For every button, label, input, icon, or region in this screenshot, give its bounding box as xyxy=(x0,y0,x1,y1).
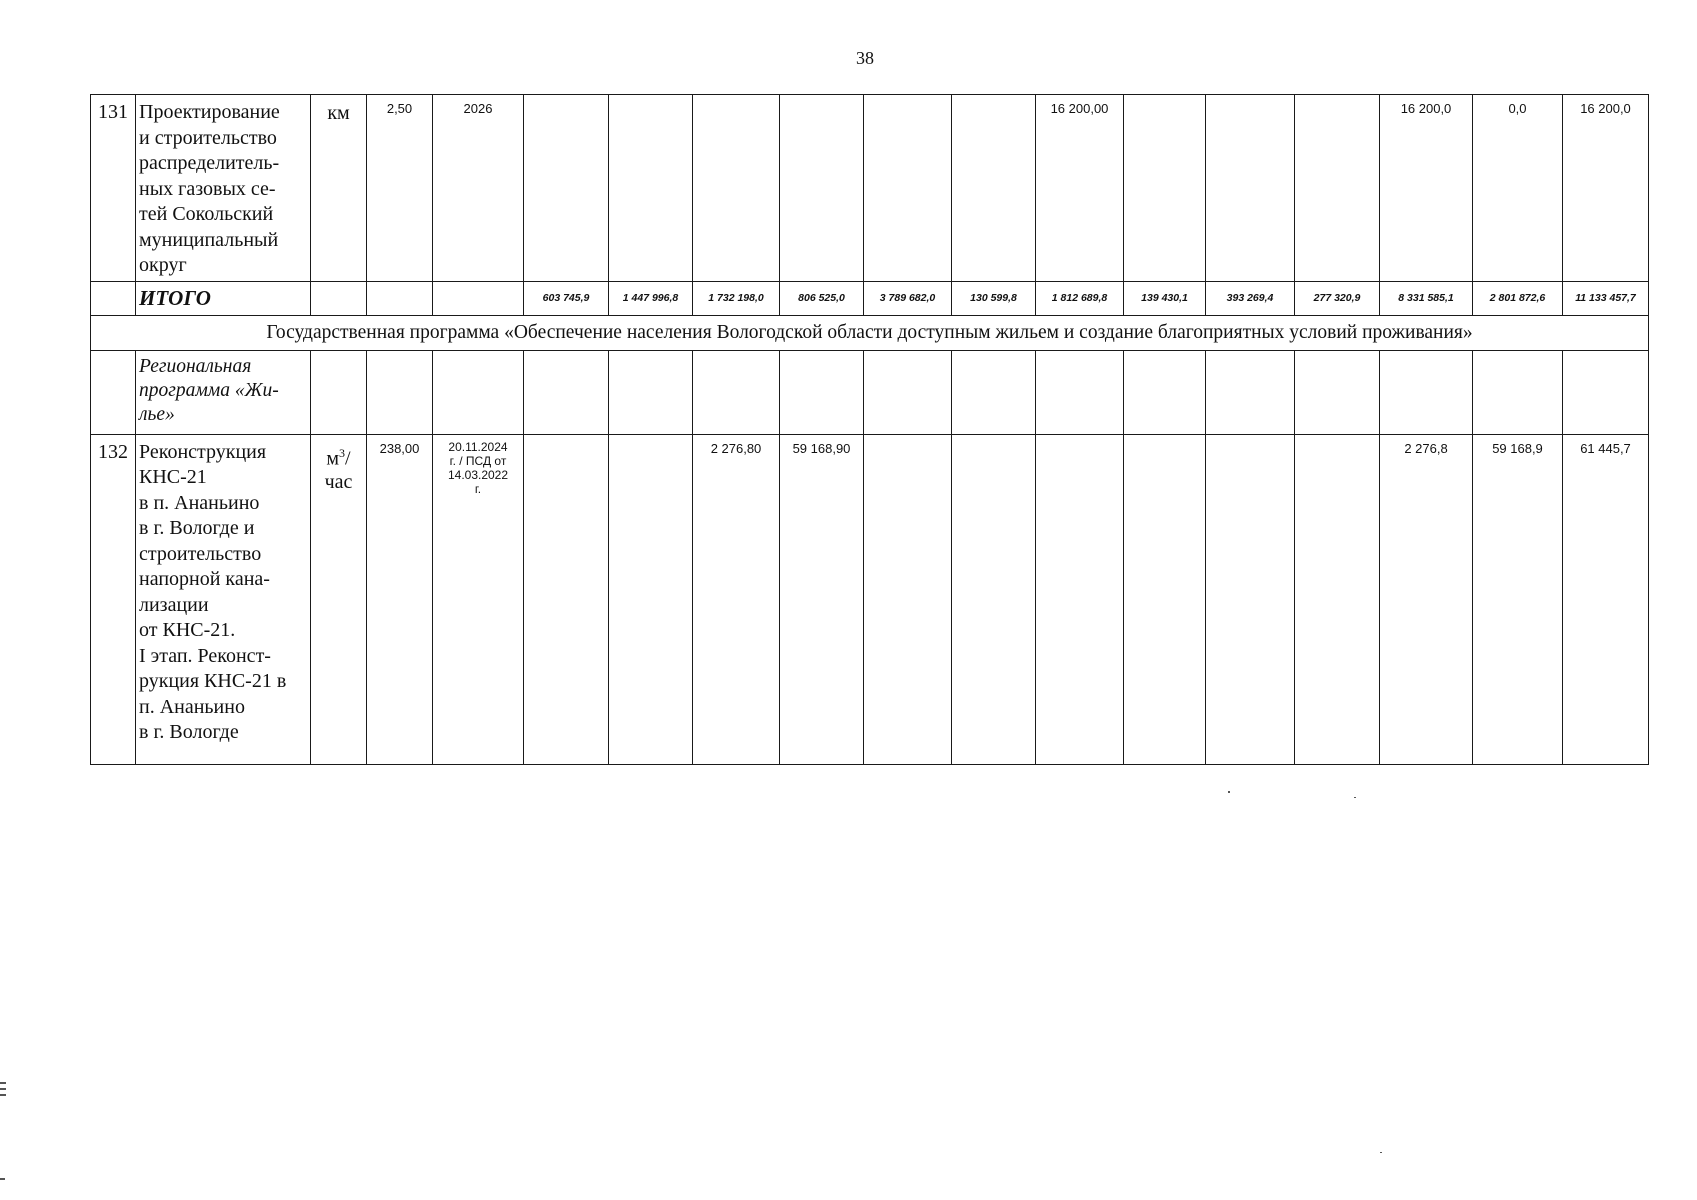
scan-speck xyxy=(1354,797,1356,798)
value-cell xyxy=(952,95,1036,282)
unit-superscript: 3 xyxy=(339,445,346,460)
row-number: 131 xyxy=(91,95,136,282)
table-row-regional-program xyxy=(91,350,1649,434)
empty-cell xyxy=(864,350,952,434)
empty-cell xyxy=(1206,350,1295,434)
total-cell: 393 269,4 xyxy=(1206,281,1295,315)
total-cell: 1 447 996,8 xyxy=(609,281,693,315)
value-cell xyxy=(693,95,780,282)
unit-tail: / час xyxy=(324,447,353,494)
year-cell: 2026 xyxy=(433,95,524,282)
value-cell xyxy=(524,434,609,764)
value-cell xyxy=(864,95,952,282)
value-cell: 61 445,7 xyxy=(1563,434,1649,764)
value-cell xyxy=(864,434,952,764)
empty-cell xyxy=(609,350,693,434)
edge-mark xyxy=(0,1094,6,1096)
value-cell: 16 200,0 xyxy=(1380,95,1473,282)
empty-cell xyxy=(311,350,367,434)
edge-mark xyxy=(0,1082,6,1084)
value-cell: 16 200,00 xyxy=(1036,95,1124,282)
total-cell: 8 331 585,1 xyxy=(1380,281,1473,315)
total-cell: 3 789 682,0 xyxy=(864,281,952,315)
value-cell: 2 276,80 xyxy=(693,434,780,764)
value-cell: 16 200,0 xyxy=(1563,95,1649,282)
total-cell: 806 525,0 xyxy=(780,281,864,315)
scan-speck xyxy=(1228,791,1230,793)
empty-cell xyxy=(433,281,524,315)
empty-cell xyxy=(91,350,136,434)
total-cell: 139 430,1 xyxy=(1124,281,1206,315)
total-cell: 603 745,9 xyxy=(524,281,609,315)
empty-cell xyxy=(1380,350,1473,434)
value-cell xyxy=(1124,434,1206,764)
object-name: Реконструкция КНС-21 в п. Ананьино в г. Вологде и строительство напорной кана- лизации от КНС-21. I этап. Реконст- рукция КНС-21 в п. Ананьино в г. Вологде xyxy=(136,434,311,764)
unit-cell: км xyxy=(311,95,367,282)
empty-cell xyxy=(367,350,433,434)
value-cell xyxy=(1206,434,1295,764)
value-cell xyxy=(609,95,693,282)
value-cell xyxy=(609,434,693,764)
row-number: 132 xyxy=(91,434,136,764)
total-cell: 2 801 872,6 xyxy=(1473,281,1563,315)
total-cell: 1 732 198,0 xyxy=(693,281,780,315)
value-cell xyxy=(780,95,864,282)
empty-cell xyxy=(1036,350,1124,434)
value-cell xyxy=(524,95,609,282)
empty-cell xyxy=(311,281,367,315)
date-cell: 20.11.2024 г. / ПСД от 14.03.2022 г. xyxy=(433,434,524,764)
value-cell xyxy=(1295,434,1380,764)
value-cell xyxy=(1124,95,1206,282)
capacity-cell: 2,50 xyxy=(367,95,433,282)
empty-cell xyxy=(693,350,780,434)
value-cell: 0,0 xyxy=(1473,95,1563,282)
regional-program-name: Региональная программа «Жи- лье» xyxy=(136,350,311,434)
value-cell: 59 168,90 xyxy=(780,434,864,764)
empty-cell xyxy=(1563,350,1649,434)
empty-cell xyxy=(1295,350,1380,434)
edge-mark xyxy=(0,1178,5,1180)
empty-cell xyxy=(367,281,433,315)
empty-cell xyxy=(1124,350,1206,434)
capacity-cell: 238,00 xyxy=(367,434,433,764)
total-cell: 1 812 689,8 xyxy=(1036,281,1124,315)
empty-cell xyxy=(1473,350,1563,434)
value-cell xyxy=(1036,434,1124,764)
empty-cell xyxy=(524,350,609,434)
page-number: 38 xyxy=(856,48,874,68)
unit-base: м xyxy=(326,447,340,470)
itogo-label: ИТОГО xyxy=(136,281,311,315)
table-row-131 xyxy=(91,95,1649,282)
value-cell: 59 168,9 xyxy=(1473,434,1563,764)
value-cell xyxy=(1206,95,1295,282)
section-title: Государственная программа «Обеспечение населения Вологодской области доступным жильем и создание благоприятных условий проживания» xyxy=(91,315,1649,350)
total-cell: 11 133 457,7 xyxy=(1563,281,1649,315)
table-row-132 xyxy=(91,434,1649,764)
value-cell xyxy=(952,434,1036,764)
object-name: Проектирование и строительство распределитель- ных газовых се- тей Сокольский муниципальный округ xyxy=(136,95,311,282)
total-cell: 277 320,9 xyxy=(1295,281,1380,315)
unit-cell xyxy=(311,434,367,764)
total-cell: 130 599,8 xyxy=(952,281,1036,315)
empty-cell xyxy=(952,350,1036,434)
table-row-itogo xyxy=(91,281,1649,315)
scan-speck xyxy=(1380,1152,1382,1153)
value-cell xyxy=(1295,95,1380,282)
edge-mark xyxy=(0,1088,6,1090)
investment-table xyxy=(90,94,1649,765)
value-cell: 2 276,8 xyxy=(1380,434,1473,764)
section-header-row xyxy=(91,315,1649,350)
empty-cell xyxy=(780,350,864,434)
empty-cell xyxy=(91,281,136,315)
empty-cell xyxy=(433,350,524,434)
